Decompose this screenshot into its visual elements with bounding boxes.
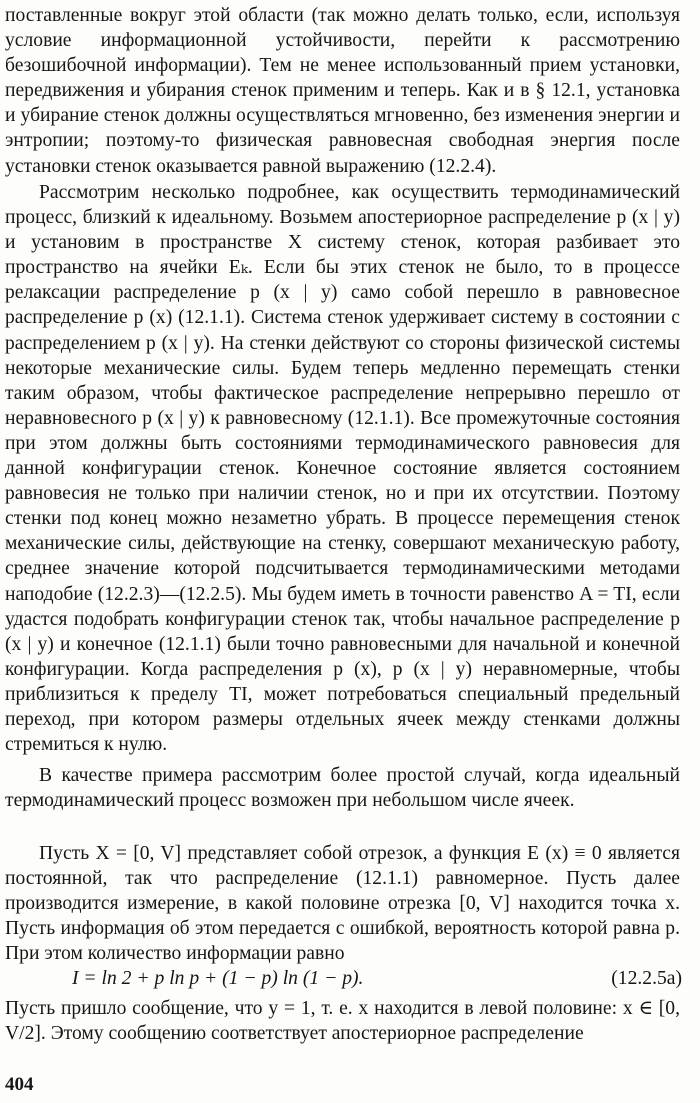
paragraph-example-intro — [5, 763, 680, 813]
paragraph-4: Пусть X = [0, V] представляет собой отрезок, а функция E (x) ≡ 0 является постоянной, так что распределение (12.1.1) равномерное. Пусть далее производится измерение, в какой половине отрезка [0, V] находится точка x. Пусть информация об этом передается с ошибкой, вероятность которой равна p. При этом количество информации равно — [5, 843, 680, 965]
paragraph-segment-setup — [5, 841, 680, 966]
paragraph-3: В качестве примера рассмотрим более простой случай, когда идеальный термодинамический процесс возможен при небольшом числе ячеек. — [5, 765, 680, 812]
paragraph-5: Пусть пришло сообщение, что y = 1, т. е. x находится в левой половине: x ∈ [0, V/2]. Этому сообщению соответствует апостериорное распределение — [5, 998, 680, 1045]
paragraph-1: поставленные вокруг этой области (так можно делать только, если, используя условие информационной устойчивости, перейти к рассмотрению безошибочной информации). Тем не менее использованный прием установки, передвижения и убирания стенок применим и теперь. Как и в § 12.1, установка и убирание стенок должны осуществляться мгновенно, без изменения энергии и энтропии; поэтому-то физическая равновесная свободная энергия после установки стенок оказывается равной выражению (12.2.4). — [5, 5, 680, 177]
information-formula: I = ln 2 + p ln p + (1 − p) ln (1 − p). — [72, 968, 364, 989]
formula-line — [72, 968, 682, 996]
formula-number: (12.2.5a) — [611, 968, 682, 989]
paragraph-thermodynamic-process — [5, 180, 680, 757]
paragraph-message — [5, 996, 680, 1046]
page-number: 404 — [5, 1074, 34, 1095]
paragraph-continuation — [5, 3, 680, 179]
paragraph-2: Рассмотрим несколько подробнее, как осуществить термодинамический процесс, близкий к идеальному. Возьмем апостериорное распределение p (x | y) и установим в пространстве X систему стенок, которая разбивает это пространство на ячейки Eₖ. Если бы этих стенок не было, то в процессе релаксации распределение p (x | y) само собой перешло в равновесное распределение p (x) (12.1.1). Система стенок удерживает систему в состоянии с распределением p (x | y). На стенки действуют со стороны физической системы некоторые механические силы. Будем теперь медленно перемещать стенки таким образом, чтобы фактическое распределение непрерывно перешло от неравновесного p (x | y) к равновесному (12.1.1). Все промежуточные состояния при этом должны быть состояниями термодинамического равновесия для данной конфигурации стенок. Конечное состояние является состоянием равновесия не только при наличии стенок, но и при их отсутствии. Поэтому стенки под конец можно незаметно убрать. В процессе перемещения стенок механические силы, действующие на стенку, совершают механическую работу, среднее значение которой подсчитывается термодинамическими методами наподобие (12.2.3)—(12.2.5). Мы будем иметь в точности равенство A = TI, если удастся подобрать конфигурации стенок так, чтобы начальное распределение p (x | y) и конечное (12.1.1) были точно равновесными для начальной и конечной конфигурации. Когда распределения p (x), p (x | y) неравномерные, чтобы приблизиться к пределу TI, может потребоваться специальный предельный переход, при котором размеры отдельных ячеек между стенками должны стремиться к нулю. — [5, 182, 680, 756]
